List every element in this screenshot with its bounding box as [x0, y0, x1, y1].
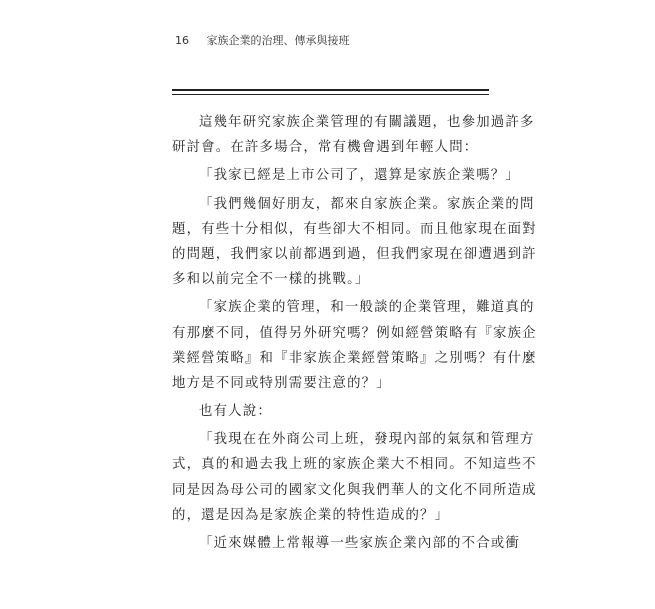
body-text: [172, 110, 537, 556]
text-line: 研討會。在許多場合，常有機會遇到年輕人問：: [172, 140, 479, 156]
paragraph-quote-management: [172, 295, 537, 396]
text-line: 「我現在在外商公司上班，發現內部的氣氛和管理方: [199, 432, 535, 448]
page-number: 16: [175, 34, 189, 47]
text-line: 「家族企業的管理，和一般談的企業管理，難道真的: [199, 300, 535, 316]
text-line: 「近來媒體上常報導一些家族企業內部的不合或衝: [199, 536, 520, 551]
text-line: 也有人說：: [199, 404, 272, 420]
text-line: 題，有些十分相似，有些卻大不相同。而且他家現在面對: [172, 221, 537, 237]
text-line: 這幾年研究家族企業管理的有關議題，也參加過許多: [199, 115, 535, 130]
paragraph-quote-foreign-company: [172, 427, 537, 528]
paragraph-intro: [172, 110, 535, 160]
paragraph-quote-listed-company: [172, 163, 520, 188]
text-line: 的，還是因為是家族企業的特性造成的？」: [172, 507, 450, 523]
paragraph-some-say: [172, 399, 492, 424]
header-rule-thin: [172, 94, 489, 95]
paragraph-quote-friends: [172, 192, 537, 293]
paragraph-quote-media: [172, 531, 520, 556]
text-line: 「我們幾個好朋友，都來自家族企業。家族企業的問: [199, 196, 535, 212]
running-header: [175, 32, 350, 48]
book-title: 家族企業的治理、傳承與接班: [206, 34, 350, 47]
header-rule-thick: [172, 89, 489, 91]
text-line: 多和以前完全不一樣的挑戰。」: [172, 272, 370, 288]
text-line: 「我家已經是上市公司了，還算是家族企業嗎？」: [199, 168, 520, 184]
text-line: 業經營策略』和『非家族企業經營策略』之別嗎？有什麼: [172, 350, 537, 366]
text-line: 地方是不同或特別需要注意的？」: [172, 375, 391, 391]
text-line: 同是因為母公司的國家文化與我們華人的文化不同所造成: [172, 482, 537, 498]
text-line: 的問題，我們家以前都遇到過，但我們家現在卻遭遇到許: [172, 246, 537, 262]
text-line: 有那麼不同，值得另外研究嗎？例如經營策略有『家族企: [172, 325, 537, 341]
text-line: 式，真的和過去我上班的家族企業大不相同。不知這些不: [172, 457, 537, 473]
